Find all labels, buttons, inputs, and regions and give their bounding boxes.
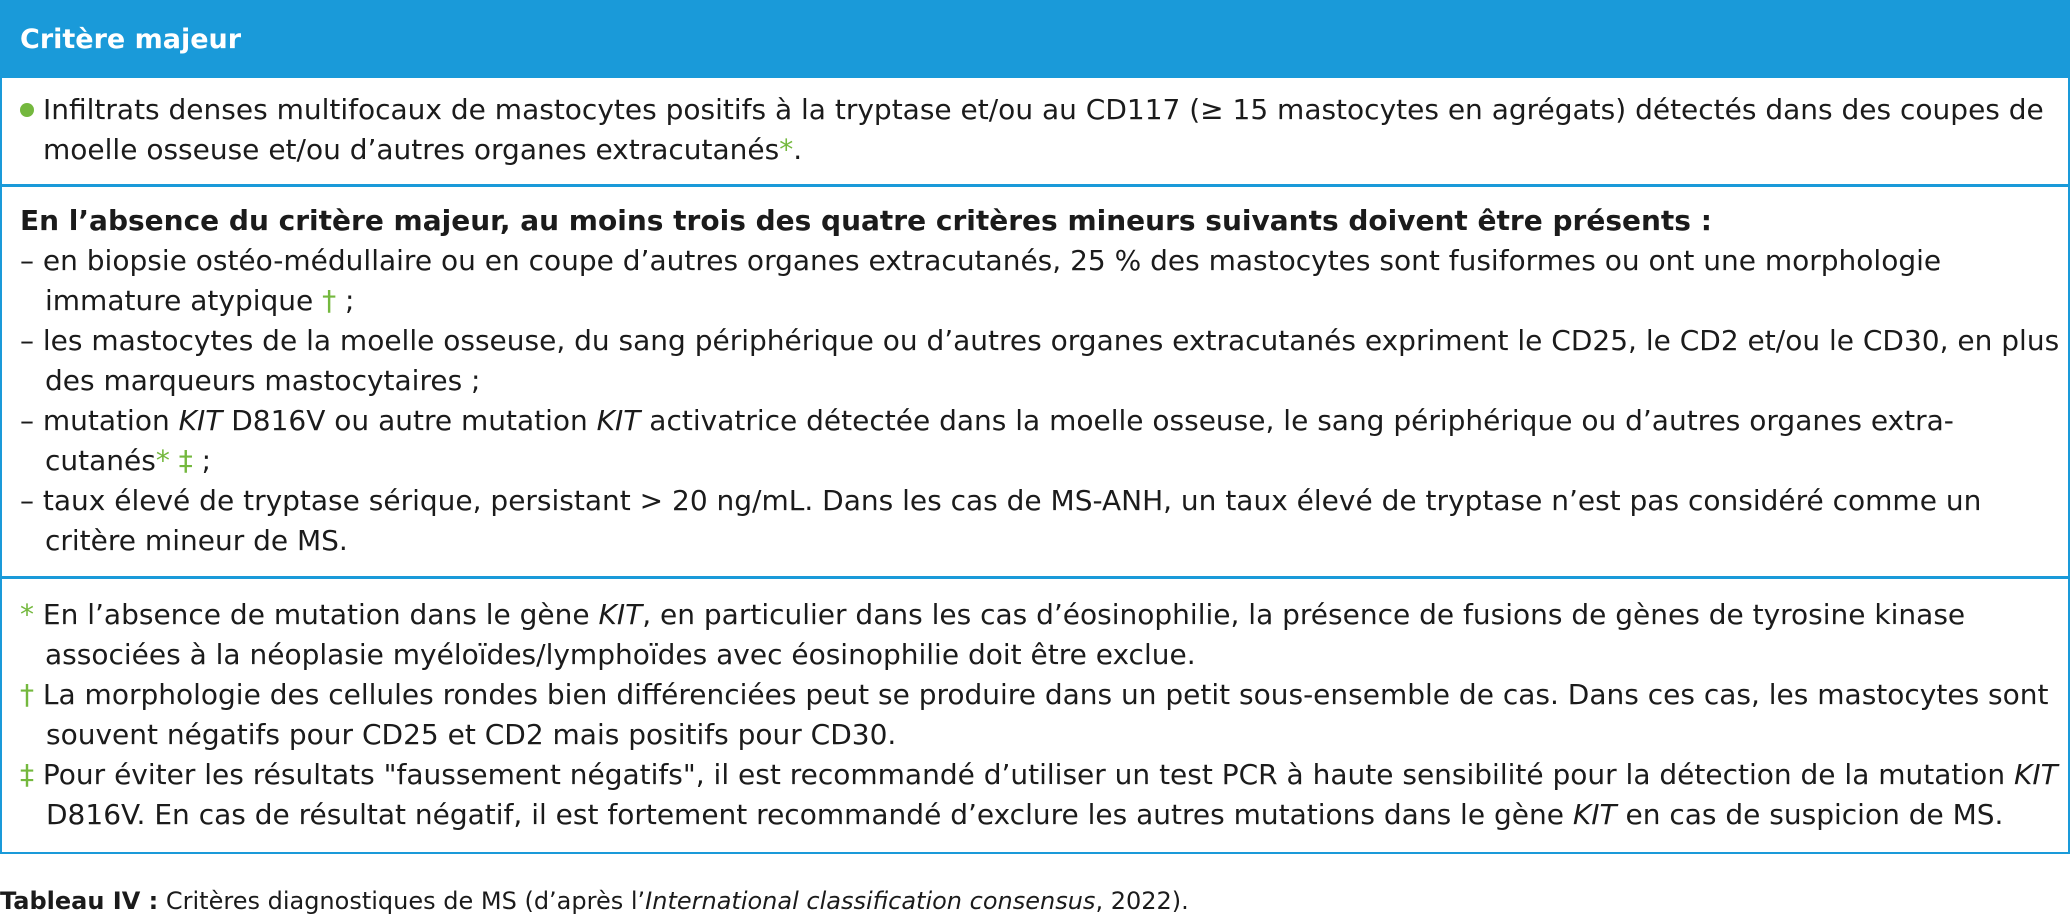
caption-label: Tableau IV : (0, 887, 159, 915)
gene-name-kit: KIT (178, 404, 223, 437)
minor-criterion-text: – mutation (20, 404, 179, 437)
gene-name-kit: KIT (2013, 758, 2058, 791)
minor-criterion-item (20, 401, 2035, 481)
footnote-double-dagger-mark: ‡ (169, 444, 193, 477)
minor-criteria-section (2, 184, 2068, 576)
footnote-double-dagger-mark: ‡ (20, 758, 34, 791)
major-criterion-text: Infiltrats denses multifocaux de mastocytes positifs à la tryptase et/ou au CD117 (≥ 15 mastocytes en agrégats) détectés dans des coupes de moelle osseuse et/ou d’autres organes extracutanés (43, 93, 2044, 166)
footnote-asterisk-mark: * (20, 598, 34, 631)
minor-criterion-text: activatrice détectée dans la moelle osseuse, le sang périphérique ou d’autres organes extra-cutanés (45, 404, 1954, 477)
footnote-item (20, 675, 2056, 755)
table-caption (0, 886, 1189, 916)
footnote-dagger-mark: † (322, 284, 337, 317)
minor-criterion-end: ; (192, 444, 212, 477)
caption-text: Critères diagnostiques de MS (d’après l’ (158, 887, 646, 915)
gene-name-kit: KIT (1572, 798, 1617, 831)
minor-criterion-item (20, 321, 2065, 401)
major-criterion-end: . (793, 133, 803, 166)
major-criterion-section (2, 78, 2068, 184)
table-header (2, 2, 2068, 78)
footnote-item (20, 755, 2070, 835)
footnote-asterisk-mark: * (779, 133, 794, 166)
footnote-item (20, 595, 2055, 675)
footnote-dagger-mark: † (20, 678, 34, 711)
header-title: Critère majeur (20, 24, 242, 55)
footnote-text: en cas de suspicion de MS. (1616, 798, 2004, 831)
footnotes-section (2, 576, 2068, 853)
caption-text: , 2022). (1095, 887, 1189, 915)
bullet-dot-icon (20, 103, 34, 117)
major-criterion-item (20, 90, 2053, 170)
minor-criteria-heading: En l’absence du critère majeur, au moins trois des quatre critères mineurs suivants doivent être présents : (20, 204, 1712, 237)
minor-criterion-end: ; (336, 284, 355, 317)
footnote-text: En l’absence de mutation dans le gène (34, 598, 599, 631)
footnote-asterisk-mark: * (155, 444, 170, 477)
gene-name-kit: KIT (596, 404, 641, 437)
minor-criterion-text: – les mastocytes de la moelle osseuse, du sang périphérique ou d’autres organes extracutanés expriment le CD25, le CD2 et/ou le CD30, en plus des marqueurs mastocytaires ; (20, 324, 2060, 397)
minor-criterion-text: D816V ou autre mutation (222, 404, 597, 437)
footnote-text: , en particulier dans les cas d’éosinophilie, la présence de fusions de gènes de tyrosine kinase associées à la néoplasie myéloïdes/lymphoïdes avec éosinophilie doit être exclue. (45, 598, 1966, 671)
minor-criterion-text: – taux élevé de tryptase sérique, persistant > 20 ng/mL. Dans les cas de MS-ANH, un taux élevé de tryptase n’est pas considéré comme un critère mineur de MS. (20, 484, 1982, 557)
minor-criterion-item (20, 241, 2045, 321)
gene-name-kit: KIT (598, 598, 643, 631)
caption-source-title: International classification consensus (645, 887, 1096, 915)
footnote-text: La morphologie des cellules rondes bien différenciées peut se produire dans un petit sous-ensemble de cas. Dans ces cas, les mastocytes sont souvent négatifs pour CD25 et CD2 mais positifs pour CD30. (34, 678, 2049, 751)
footnote-text: Pour éviter les résultats "faussement négatifs", il est recommandé d’utiliser un test PCR à haute sensibilité pour la détection de la mutation (34, 758, 2014, 791)
footnote-text: D816V. En cas de résultat négatif, il est fortement recommandé d’exclure les autres mutations dans le gène (46, 798, 1573, 831)
minor-criterion-text: – en biopsie ostéo-médullaire ou en coupe d’autres organes extracutanés, 25 % des mastocytes sont fusiformes ou ont une morphologie immature atypique (20, 244, 1942, 317)
minor-criterion-item (20, 481, 2055, 561)
